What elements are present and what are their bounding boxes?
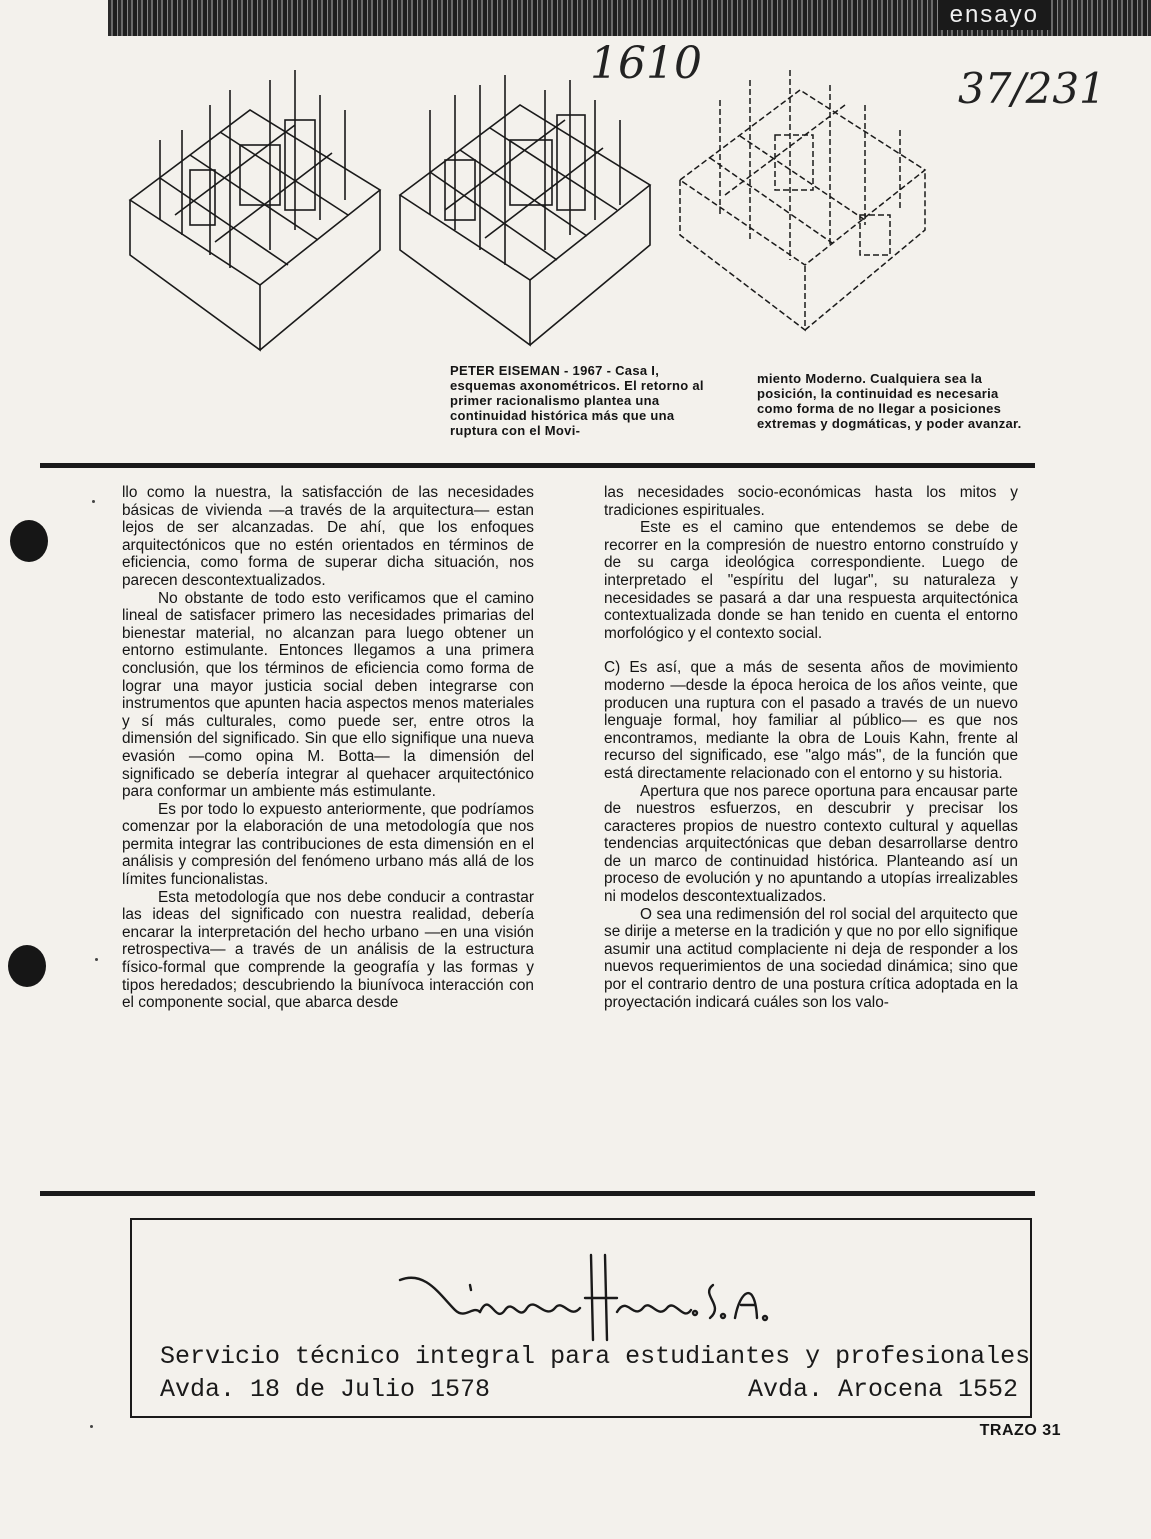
paragraph: O sea una redimensión del rol social del arquitecto que se dirije a meterse en la tradición y que no por ello signifique asumir una actitud complaciente ni deja de responder a los nuevos requerimientos de una sociedad dinámica; sino que por el contrario dentro de una postura crítica adoptada en la proyectación indicará cuáles son los valo- [604, 905, 1018, 1011]
paragraph: Es por todo lo expuesto anteriormente, que podríamos comenzar por la elaboración de una metodología que nos permita integrar las contribuciones de esta dimensión en el análisis y compresión del fenómeno urbano más allá de los límites funcionalistas. [122, 800, 534, 889]
company-logo-icon [395, 1250, 775, 1345]
paragraph: Apertura que nos parece oportuna para encausar parte de nuestros esfuerzos, en descubrir y precisar los caracteres propios de nuestro contexto cultural y aquellas tendencias arquitectónicas que deban desarrollarse dentro de un marco de continuidad histórica. Planteando así un proceso de evolución y no apuntando a utopías irrealizables ni modelos descontextualizados. [604, 782, 1018, 906]
speck [92, 500, 95, 503]
paragraph: Este es el camino que entendemos se debe de recorrer en la compresión de nuestro entorno construído y de su carga ideológica correspondiente. Luego de interpretado el "espíritu del lugar", su naturaleza y necesidades se pasará a dar una respuesta arquitectónica contextualizada donde se han tenido en cuenta el entorno morfológico y el contexto social. [604, 519, 1018, 642]
figure-caption-right: miento Moderno. Cualquiera sea la posición, la continuidad es necesaria como forma de no llegar a posiciones extremas y dogmáticas, y poder avanzar. [757, 371, 1022, 431]
speck [90, 1425, 93, 1428]
axonometric-drawing-1-icon [120, 50, 390, 360]
paragraph: las necesidades socio-económicas hasta los mitos y tradiciones espirituales. [604, 484, 1018, 519]
article-column-left [122, 484, 534, 1012]
divider-top [40, 463, 1035, 468]
handwritten-note-top: 1610 [590, 38, 702, 89]
handwritten-note-right: 37/231 [958, 64, 1106, 113]
punch-hole-icon [8, 945, 46, 987]
page-footer-label: TRAZO 31 [979, 1422, 1061, 1439]
paragraph: Esta metodología que nos debe conducir a contrastar las ideas del significado con nuestra realidad, debería encarar la interpretación del hecho urbano —en una visión retrospectiva— a través de un análisis de la estructura físico-formal que comprende la geografía y las formas y tipos heredados; descubriendo la biunívoca interacción con el componente social, que abarca desde [122, 888, 534, 1012]
paragraph: No obstante de todo esto verificamos que el camino lineal de satisfacer primero las necesidades primarias del bienestar material, no alcanzan para luego obtener un entorno estimulante. Entonces llegamos a una primera conclusión, que los términos de eficiencia como forma de lograr una mayor justicia social deben integrarse con instrumentos que apunten hacia aspectos menos materiales y sí más culturales, como puede ser, entre otros la dimensión del significado. Sin que ello signifique una nueva evasión —como opina M. Botta— la dimensión del significado se debería integrar al quehacer arquitectónico para conformar un ambiente más estimulante. [122, 589, 534, 801]
paragraph: C) Es así, que a más de sesenta años de movimiento moderno —desde la época heroica de los años veinte, que producen una ruptura con el pasado a través de un nuevo lenguaje formal, hoy familiar al público— es que nos encontramos, mediante la obra de Louis Kahn, frente al recurso del significado, ese "algo más", de la función que está directamente relacionado con el entorno y su historia. [604, 659, 1018, 782]
axonometric-drawing-2-icon [385, 50, 660, 360]
speck [95, 958, 98, 961]
divider-bottom [40, 1191, 1035, 1196]
punch-hole-icon [10, 520, 48, 562]
section-tag: ensayo [938, 0, 1051, 30]
ad-address-right: Avda. Arocena 1552 [748, 1375, 1019, 1404]
ad-address-left: Avda. 18 de Julio 1578 [160, 1375, 491, 1404]
axonometric-drawing-3-icon [660, 50, 935, 360]
ad-tagline: Servicio técnico integral para estudiantes y profesionales [160, 1342, 1031, 1371]
figure-caption-left: PETER EISEMAN - 1967 - Casa I, esquemas axonométricos. El retorno al primer racionalismo plantea una continuidad histórica más que una ruptura con el Movi- [450, 363, 704, 438]
article-column-right [604, 484, 1018, 1011]
paragraph: llo como la nuestra, la satisfacción de las necesidades básicas de vivienda —a través de la arquitectura— estan lejos de ser alcanzadas. De ahí, que los enfoques arquitectónicos que no estén orientados en términos de eficiencia, como forma de superar dicha situación, nos parecen descontextualizados. [122, 484, 534, 589]
